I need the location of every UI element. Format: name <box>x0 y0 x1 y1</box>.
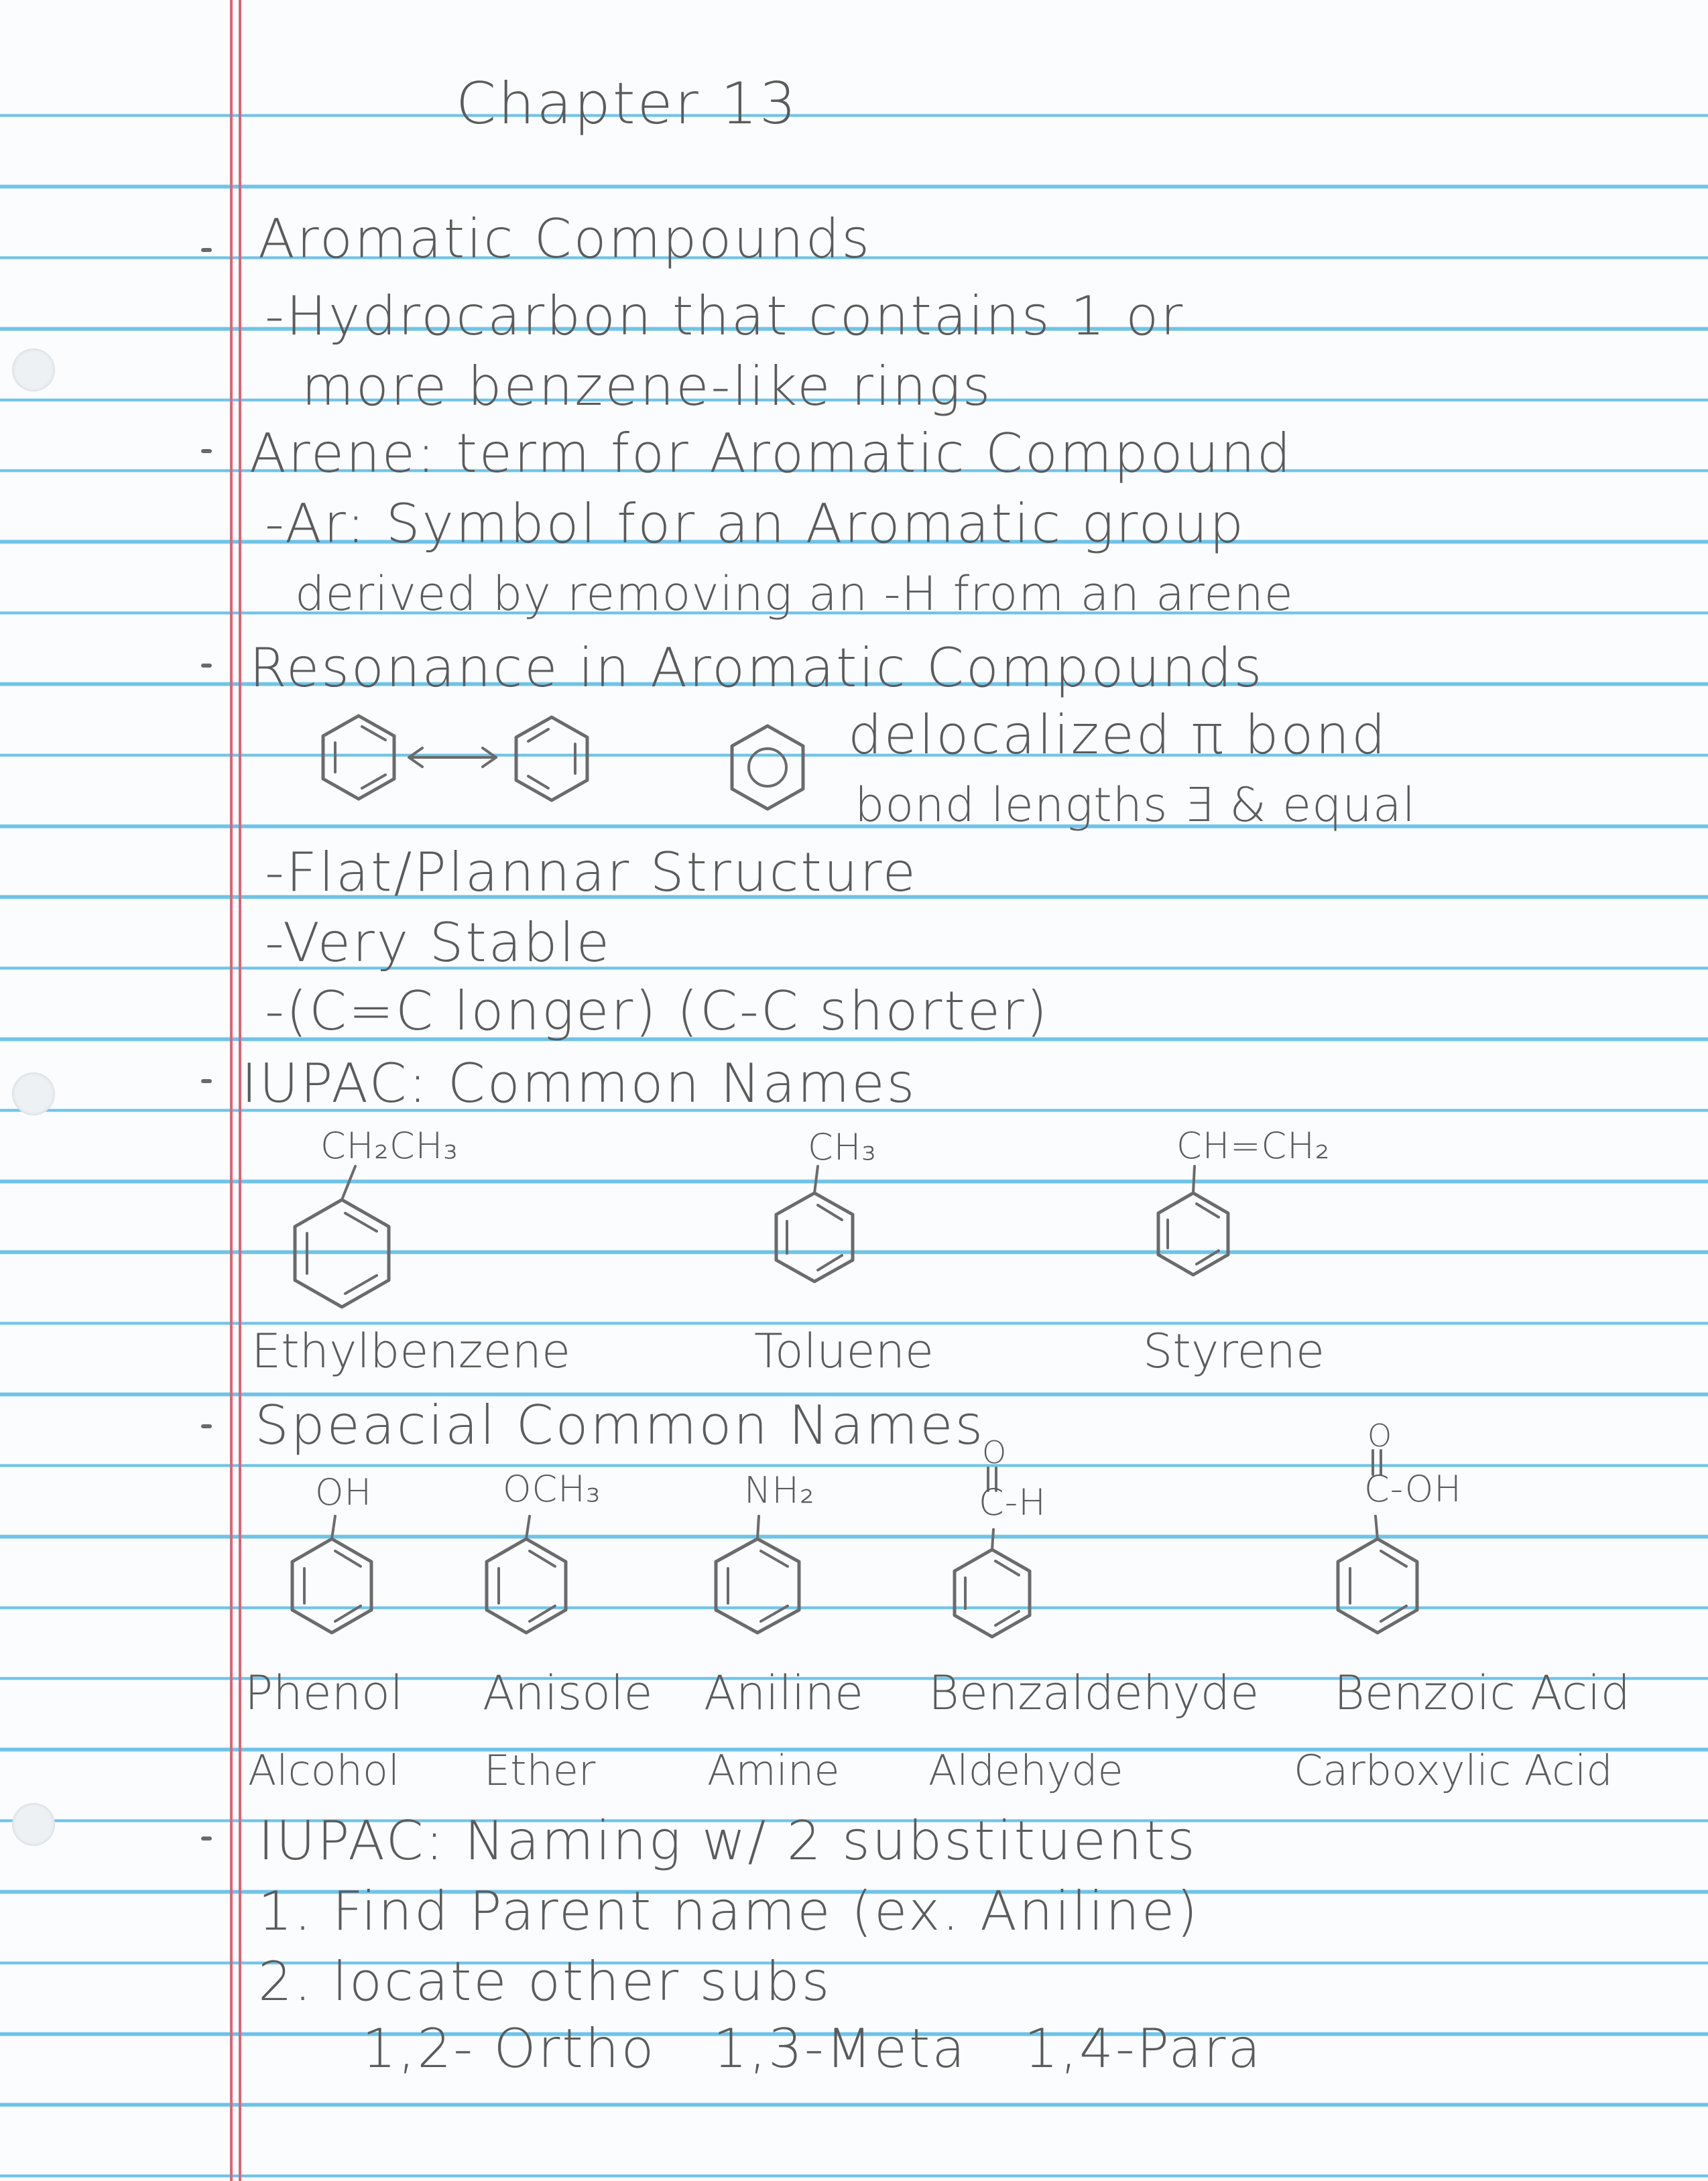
heading-arene: Arene: term for Aromatic Compound <box>249 422 1293 485</box>
punch-hole <box>12 1072 55 1115</box>
substituent-methyl: CH₃ <box>808 1126 877 1168</box>
anisole-structure-icon <box>476 1516 576 1650</box>
substituent-cooh: C-OH <box>1364 1468 1462 1510</box>
benzene-kekule-2-icon <box>508 712 595 806</box>
bullet-dash <box>201 449 212 453</box>
arene-line-1: -Ar: Symbol for an Aromatic group <box>265 493 1246 555</box>
bullet-dash <box>201 1836 212 1841</box>
class-ether: Ether <box>484 1746 596 1795</box>
name-ethylbenzene: Ethylbenzene <box>251 1324 571 1379</box>
name-phenol: Phenol <box>245 1666 404 1721</box>
aromatic-line-2: more benzene-like rings <box>302 355 993 418</box>
resonance-arrow-icon <box>402 744 503 771</box>
bullet-dash <box>201 1424 212 1428</box>
margin-line-left <box>230 0 233 2181</box>
class-amine: Amine <box>707 1746 840 1795</box>
bullet-dash <box>201 248 212 252</box>
toluene-structure-icon <box>764 1166 865 1300</box>
substituent-nh2: NH₂ <box>744 1469 815 1511</box>
punch-hole <box>12 1803 55 1846</box>
substituent-vinyl: CH=CH₂ <box>1176 1125 1331 1167</box>
carbonyl-oxygen: O <box>982 1434 1008 1471</box>
punch-hole <box>12 349 55 391</box>
aromatic-line-1: -Hydrocarbon that contains 1 or <box>265 285 1185 347</box>
benzoic-acid-structure-icon <box>1327 1516 1428 1650</box>
resonance-stable: -Very Stable <box>265 912 611 974</box>
name-benzaldehyde: Benzaldehyde <box>928 1666 1260 1721</box>
substituent-cho: C-H <box>979 1481 1046 1523</box>
benzene-delocalized-icon <box>724 721 811 814</box>
resonance-note-1: delocalized π bond <box>848 704 1388 766</box>
phenol-structure-icon <box>282 1516 382 1650</box>
heading-iupac-two: IUPAC: Naming w/ 2 substituents <box>258 1810 1197 1872</box>
heading-aromatic: Aromatic Compounds <box>258 208 872 270</box>
benzene-kekule-1-icon <box>315 710 402 804</box>
aniline-structure-icon <box>704 1516 811 1650</box>
iupac-positions: 1,2- Ortho 1,3-Meta 1,4-Para <box>362 2017 1263 2080</box>
bullet-dash <box>201 1079 212 1083</box>
iupac-step-2: 2. locate other subs <box>258 1950 832 2013</box>
resonance-bonds: -(C=C longer) (C-C shorter) <box>265 980 1050 1042</box>
resonance-note-2: bond lengths ∃ & equal <box>855 777 1416 832</box>
name-benzoic-acid: Benzoic Acid <box>1334 1666 1631 1721</box>
name-toluene: Toluene <box>754 1324 934 1379</box>
iupac-step-1: 1. Find Parent name (ex. Aniline) <box>258 1880 1200 1942</box>
heading-resonance: Resonance in Aromatic Compounds <box>249 637 1264 699</box>
carbonyl-oxygen: O <box>1367 1418 1393 1454</box>
resonance-flat: -Flat/Plannar Structure <box>265 841 918 903</box>
benzaldehyde-structure-icon <box>945 1530 1039 1657</box>
chapter-title: Chapter 13 <box>456 70 798 137</box>
class-alcohol: Alcohol <box>248 1746 400 1795</box>
name-aniline: Aniline <box>704 1666 864 1721</box>
class-aldehyde: Aldehyde <box>928 1746 1123 1795</box>
bullet-dash <box>201 664 212 668</box>
substituent-oh: OH <box>315 1471 373 1513</box>
heading-special: Speacial Common Names <box>255 1394 985 1456</box>
arene-line-2: derived by removing an -H from an arene <box>295 566 1294 621</box>
class-carboxylic-acid: Carboxylic Acid <box>1294 1746 1613 1795</box>
name-styrene: Styrene <box>1143 1324 1325 1379</box>
heading-iupac-common: IUPAC: Common Names <box>241 1052 917 1115</box>
ethylbenzene-structure-icon <box>282 1166 402 1327</box>
substituent-ethyl: CH₂CH₃ <box>320 1125 459 1167</box>
name-anisole: Anisole <box>483 1666 653 1721</box>
styrene-structure-icon <box>1146 1166 1240 1294</box>
substituent-och3: OCH₃ <box>503 1468 601 1510</box>
